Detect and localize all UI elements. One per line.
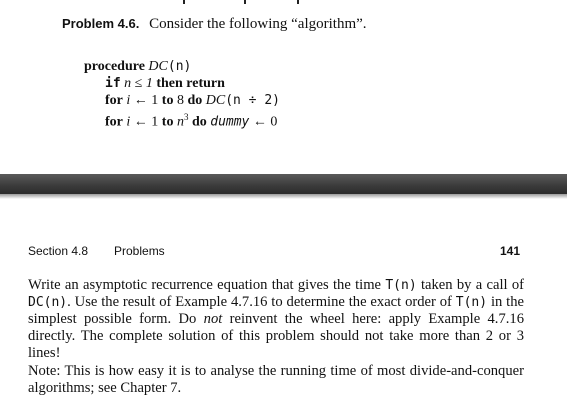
proc-name: DC xyxy=(148,59,168,74)
text-run: Write an asymptotic recurrence equation that gives the time xyxy=(28,277,386,293)
emphasis-not: not xyxy=(203,311,223,327)
assign-arrow: ← xyxy=(252,114,267,130)
loop-bound-base: n xyxy=(176,114,184,130)
kw-for: for xyxy=(105,93,123,108)
cut-mark xyxy=(183,0,185,4)
section-label: Section 4.8 xyxy=(28,244,89,258)
problem-label: Problem 4.6. xyxy=(62,16,140,31)
loop-from: 1 xyxy=(151,93,159,108)
note-paragraph: Note: This is how easy it is to analyse the running time of most divide-and-conquer algorithms; see Chapter 7. xyxy=(28,363,524,396)
proc-args: (n) xyxy=(167,59,192,74)
loop-var: i xyxy=(126,93,131,108)
math-dc-of-n: DC(n) xyxy=(28,295,68,310)
assign-arrow: ← xyxy=(133,114,148,130)
running-title: Problems xyxy=(114,244,165,258)
cut-mark xyxy=(244,0,246,4)
text-run: in the simplest possible form. Do xyxy=(28,294,524,327)
math-t-of-n: T(n) xyxy=(455,295,488,310)
problem-intro: Consider the following “algorithm”. xyxy=(149,16,367,32)
loop-from: 1 xyxy=(151,114,159,130)
algorithm-block xyxy=(84,58,280,131)
cut-mark xyxy=(297,0,299,4)
page-gap-shadow xyxy=(0,194,567,199)
kw-to: to xyxy=(161,114,174,130)
kw-procedure: procedure xyxy=(84,59,145,74)
cropped-text-marks xyxy=(0,0,567,6)
kw-if: if xyxy=(105,76,121,91)
text-run: . Use the result of Example 4.7.16 to determine the exact order of xyxy=(67,294,456,310)
algo-line-if xyxy=(84,75,280,92)
kw-to: to xyxy=(161,93,174,108)
loop-bound: 8 xyxy=(176,93,184,108)
upper-page xyxy=(0,0,567,174)
if-condition: n ≤ 1 xyxy=(124,76,153,91)
kw-for: for xyxy=(105,114,123,130)
algo-line-for-recursive xyxy=(84,92,280,109)
text-run: taken by a call of xyxy=(416,277,525,293)
kw-then-return: then return xyxy=(156,76,225,91)
page-number: 141 xyxy=(499,244,520,258)
loop-bound-exponent: 3 xyxy=(183,112,189,122)
text-run: reinvent the wheel here: apply Example 4.7.16 directly. The complete solution of this problem should not take more than 2 or 3 lines! xyxy=(28,311,524,361)
dummy-var: dummy xyxy=(210,114,250,130)
problem-paragraph xyxy=(28,277,524,362)
assign-arrow: ← xyxy=(133,93,148,108)
kw-do: do xyxy=(191,114,207,130)
call-name: DC xyxy=(205,93,226,108)
algo-line-for-dummy xyxy=(84,109,280,131)
loop-var: i xyxy=(126,114,131,130)
problem-heading xyxy=(62,16,367,33)
kw-do: do xyxy=(187,93,203,108)
call-args: (n ÷ 2) xyxy=(225,93,280,108)
page-gap-divider xyxy=(0,174,567,194)
math-t-of-n: T(n) xyxy=(385,278,417,293)
problem-body xyxy=(28,277,524,397)
assigned-value: 0 xyxy=(270,114,278,130)
algo-line-procedure xyxy=(84,58,280,75)
